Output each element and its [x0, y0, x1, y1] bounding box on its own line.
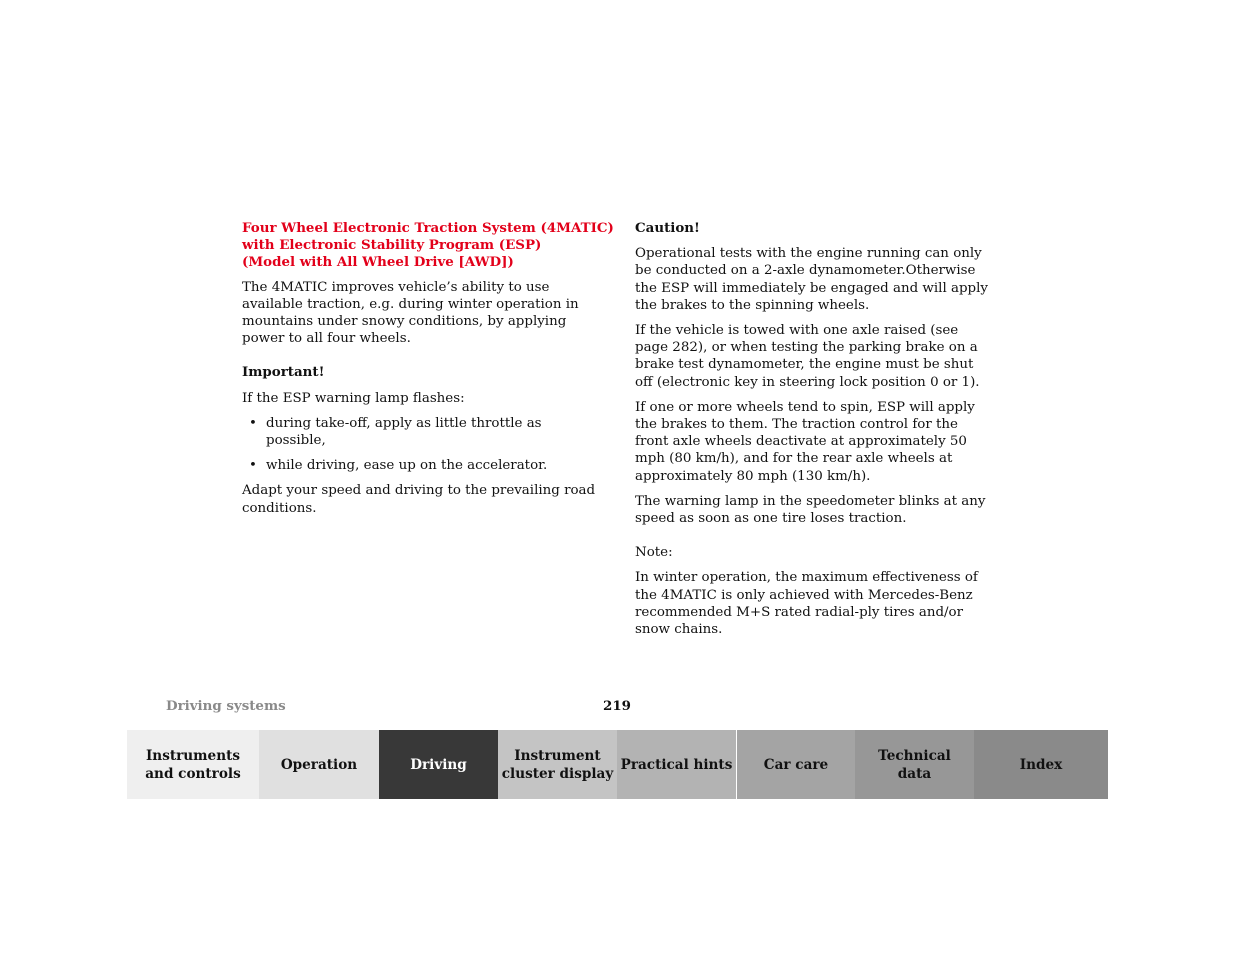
list-item-text: during take-off, apply as little throttle as possible,	[266, 415, 542, 449]
important-label: Important!	[242, 364, 325, 381]
tab-instrument-cluster-display[interactable]	[498, 730, 617, 799]
right-column	[635, 220, 995, 646]
bullet-list	[242, 415, 597, 475]
note-label: Note:	[635, 545, 673, 561]
section-heading	[242, 220, 614, 272]
footer-section-label: Driving systems	[166, 698, 286, 714]
heading-line: with Electronic Stability Program (ESP)	[242, 237, 542, 254]
tab-label: Practical hints	[620, 756, 733, 773]
page-number: 219	[603, 698, 631, 714]
caution-paragraph: If the vehicle is towed with one axle raised (see page 282), or when testing the parking brake on a brake test dynamometer, the engine must be shut off (electronic key in steering lock position 0 or 1).	[635, 323, 980, 390]
tab-car-care[interactable]	[736, 730, 855, 799]
list-item-text: while driving, ease up on the accelerator.	[266, 458, 548, 474]
caution-paragraph: If one or more wheels tend to spin, ESP will apply the brakes to them. The traction control for the front axle wheels deactivate at approximately 50 mph (80 km/h), and for the rear axle wheels at approximately 80 mph (130 km/h).	[635, 399, 975, 484]
tab-label: Index	[1019, 756, 1063, 773]
heading-line: (Model with All Wheel Drive [AWD])	[242, 254, 514, 271]
list-item	[242, 457, 597, 474]
tab-label: and controls	[145, 765, 241, 782]
tab-label: data	[897, 765, 932, 782]
heading-line: Four Wheel Electronic Traction System (4MATIC)	[242, 220, 614, 236]
tab-label: Car care	[763, 756, 829, 773]
tab-operation[interactable]	[259, 730, 379, 799]
caution-paragraph: Operational tests with the engine running can only be conducted on a 2-axle dynamometer.Otherwise the ESP will immediately be engaged and will apply the brakes to the spinning wheels.	[635, 246, 988, 313]
tab-label: Instrument	[514, 747, 601, 764]
list-item	[242, 415, 597, 449]
caution-label: Caution!	[635, 220, 700, 236]
bullet-icon: •	[249, 458, 257, 474]
note-paragraph: In winter operation, the maximum effectiveness of the 4MATIC is only achieved with Mercedes-Benz recommended M+S rated radial-ply tires and/or snow chains.	[635, 570, 978, 638]
tab-technical-data[interactable]	[855, 730, 974, 799]
tab-instruments-and-controls[interactable]	[127, 730, 259, 799]
tab-label: cluster display	[501, 765, 614, 782]
tab-label: Operation	[280, 756, 358, 773]
caution-paragraph: The warning lamp in the speedometer blinks at any speed as soon as one tire loses traction.	[635, 493, 986, 527]
bottom-navigation	[127, 730, 1108, 799]
intro-paragraph: The 4MATIC improves vehicle’s ability to use available traction, e.g. during winter operation in mountains under snowy conditions, by applying power to all four wheels.	[242, 279, 579, 347]
left-column	[242, 220, 614, 525]
tab-index[interactable]	[974, 730, 1108, 799]
important-text: If the ESP warning lamp flashes:	[242, 390, 465, 406]
tab-label: Instruments	[145, 747, 241, 764]
tab-practical-hints[interactable]	[617, 730, 736, 799]
tab-label: Driving	[410, 756, 467, 773]
bullet-icon: •	[249, 415, 257, 431]
tab-driving[interactable]	[379, 730, 498, 799]
closing-paragraph: Adapt your speed and driving to the prevailing road conditions.	[242, 483, 596, 516]
tab-label: Technical	[878, 747, 951, 764]
